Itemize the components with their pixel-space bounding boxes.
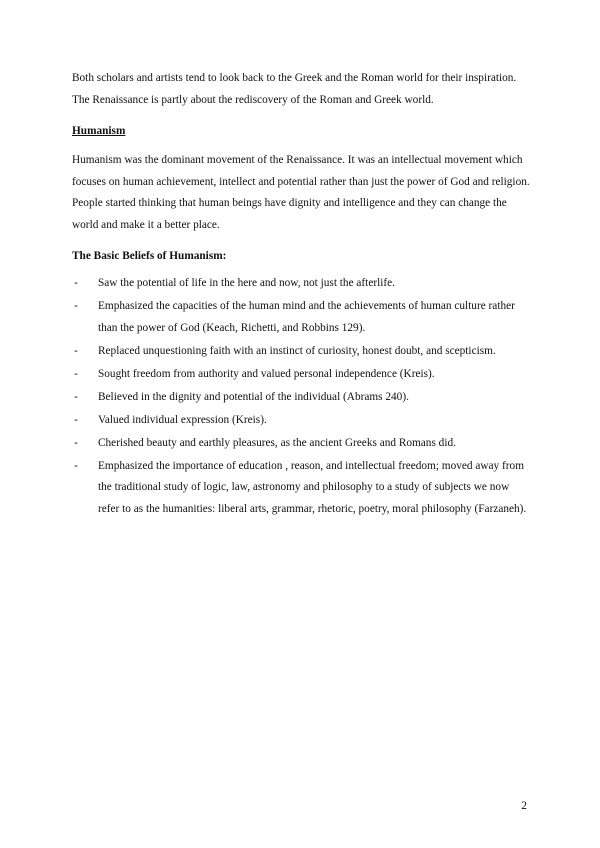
beliefs-heading: The Basic Beliefs of Humanism: [72,250,227,262]
list-item-text: Sought freedom from authority and valued personal independence (Kreis). [98,367,435,380]
beliefs-list [72,273,530,520]
bullet-dash: - [74,413,78,426]
list-item [72,341,530,363]
document-page [72,68,530,522]
list-item-text: Emphasized the capacities of the human mind and the achievements of human culture rather than the power of God (Keach, Richetti, and Robbins 129). [98,300,515,334]
humanism-paragraph: Humanism was the dominant movement of the Renaissance. It was an intellectual movement which focuses on human achievement, intellect and potential rather than just the power of God and religion. People started thinking that human beings have dignity and intelligence and they can change the world and make it a better place. [72,154,530,231]
bullet-dash: - [74,459,78,472]
bullet-dash: - [74,436,78,449]
list-item-text: Replaced unquestioning faith with an instinct of curiosity, honest doubt, and scepticism. [98,344,496,357]
list-item [72,273,530,295]
list-item [72,456,530,521]
bullet-dash: - [74,344,78,357]
bullet-dash: - [74,277,78,289]
bullet-dash: - [74,390,78,403]
list-item [72,433,530,455]
humanism-heading: Humanism [72,125,126,137]
page-number: 2 [521,800,527,812]
list-item-text: Saw the potential of life in the here and now, not just the afterlife. [98,277,395,289]
intro-paragraph: Both scholars and artists tend to look back to the Greek and the Roman world for their inspiration. The Renaissance is partly about the rediscovery of the Roman and Greek world. [72,72,517,106]
list-item [72,410,530,432]
list-item-text: Cherished beauty and earthly pleasures, as the ancient Greeks and Romans did. [98,436,456,449]
list-item [72,296,530,339]
list-item [72,387,530,409]
list-item-text: Emphasized the importance of education , reason, and intellectual freedom; moved away from the traditional study of logic, law, astronomy and philosophy to a study of subjects we now refer to as the humanities: liberal arts, grammar, rhetoric, poetry, moral philosophy (Farzaneh). [98,459,527,515]
bullet-dash: - [74,300,78,312]
list-item [72,364,530,386]
list-item-text: Believed in the dignity and potential of the individual (Abrams 240). [98,390,409,403]
bullet-dash: - [74,367,78,380]
list-item-text: Valued individual expression (Kreis). [98,413,267,426]
